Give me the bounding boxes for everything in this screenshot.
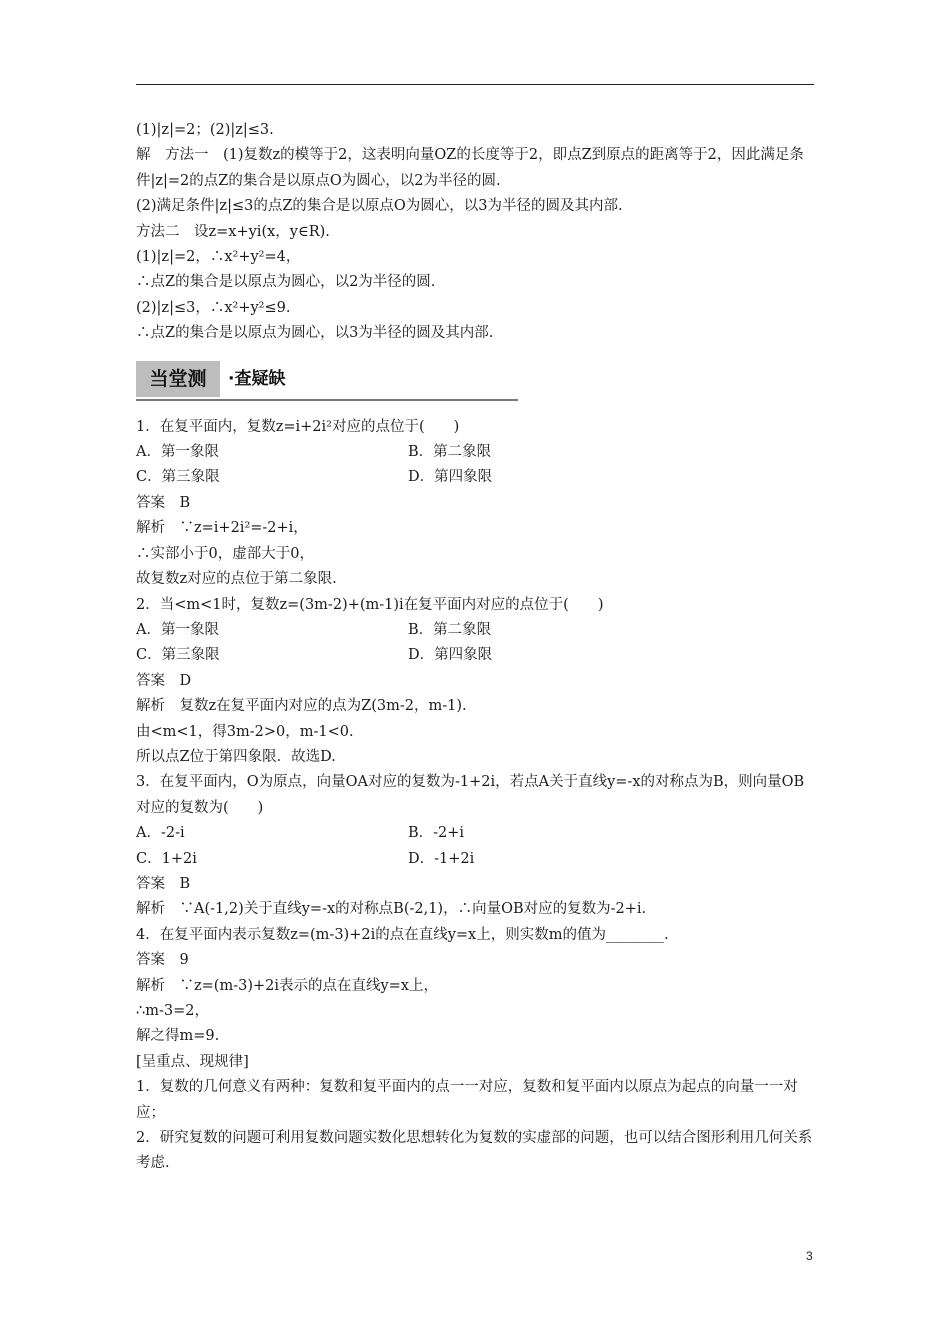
answer: 答案 D [136, 672, 192, 689]
section-title: 当堂测 [136, 361, 220, 397]
option-row [136, 465, 816, 490]
intro-line: (2)满足条件|z|≤3的点Z的集合是以原点O为圆心，以3为半径的圆及其内部. [136, 198, 623, 215]
answer: 答案 B [136, 875, 191, 892]
intro-line: 方法二 设z=x+yi(x，y∈R). [136, 223, 330, 240]
option-row [136, 821, 816, 846]
option: D．第四象限 [408, 647, 493, 664]
intro-line: (1)|z|=2，∴x²+y²=4， [136, 249, 301, 266]
page-number: 3 [806, 1249, 813, 1263]
option: B．第二象限 [408, 621, 492, 638]
analysis-line: 解析 ∵z=i+2i²=-2+i， [136, 520, 308, 537]
summary-item: 2．研究复数的问题可利用复数问题实数化思想转化为复数的实虚部的问题，也可以结合图形利用几何关系考虑. [136, 1130, 813, 1172]
analysis-line: 解之得m=9. [136, 1028, 220, 1045]
analysis-line: 故复数z对应的点位于第二象限. [136, 571, 337, 588]
analysis-line: 解析 ∵A(-1,2)关于直线y=-x的对称点B(-2,1)，∴向量OB对应的复数为-2+i. [136, 901, 647, 918]
answer: 答案 B [136, 494, 191, 511]
option-row [136, 440, 816, 465]
section-subtitle: ·查疑缺 [228, 368, 286, 389]
analysis-line: 所以点Z位于第四象限．故选D. [136, 748, 336, 765]
analysis-line: 由<m<1，得3m-2>0，m-1<0. [136, 723, 354, 740]
option: A．-2-i [136, 825, 185, 842]
option: A．第一象限 [136, 621, 219, 638]
analysis-line: ∴实部小于0，虚部大于0， [136, 545, 314, 562]
option-row [136, 643, 816, 668]
option: A．第一象限 [136, 444, 219, 461]
summary-item: 1．复数的几何意义有两种：复数和复平面内的点一一对应，复数和复平面内以原点为起点的向量一一对应； [136, 1079, 798, 1121]
section-header [136, 361, 518, 401]
question-stem: 4．在复平面内表示复数z=(m-3)+2i的点在直线y=x上，则实数m的值为________. [136, 926, 669, 943]
option: B．-2+i [408, 825, 465, 842]
answer: 答案 9 [136, 952, 189, 969]
question-stem: 1．在复平面内，复数z=i+2i²对应的点位于( ) [136, 418, 460, 435]
analysis-line: 解析 复数z在复平面内对应的点为Z(3m-2，m-1). [136, 698, 467, 715]
intro-line: (2)|z|≤3，∴x²+y²≤9. [136, 299, 291, 316]
analysis-line: ∴m-3=2， [136, 1003, 209, 1019]
option: C．第三象限 [136, 469, 220, 486]
option: D．-1+2i [408, 850, 475, 867]
question-stem: 3．在复平面内，O为原点，向量OA对应的复数为-1+2i，若点A关于直线y=-x的对称点为B，则向量OB对应的复数为( ) [136, 774, 805, 816]
summary-title: [呈重点、现规律] [136, 1053, 249, 1070]
option: D．第四象限 [408, 469, 493, 486]
analysis-line: 解析 ∵z=(m-3)+2i表示的点在直线y=x上， [136, 977, 439, 994]
option: C．1+2i [136, 850, 197, 867]
intro-line: 解 方法一 (1)复数z的模等于2，这表明向量OZ的长度等于2，即点Z到原点的距离等于2，因此满足条件|z|=2的点Z的集合是以原点O为圆心，以2为半径的圆. [136, 147, 804, 189]
option-row [136, 618, 816, 643]
option-row [136, 847, 816, 872]
option: C．第三象限 [136, 647, 220, 664]
intro-line: (1)|z|=2；(2)|z|≤3. [136, 122, 274, 138]
option: B．第二象限 [408, 444, 492, 461]
intro-line: ∴点Z的集合是以原点为圆心，以2为半径的圆. [136, 274, 436, 291]
question-stem: 2．当<m<1时，复数z=(3m-2)+(m-1)i在复平面内对应的点位于( ) [136, 596, 604, 613]
top-rule [136, 84, 814, 85]
page-content [136, 118, 816, 1177]
intro-line: ∴点Z的集合是以原点为圆心，以3为半径的圆及其内部. [136, 325, 494, 342]
